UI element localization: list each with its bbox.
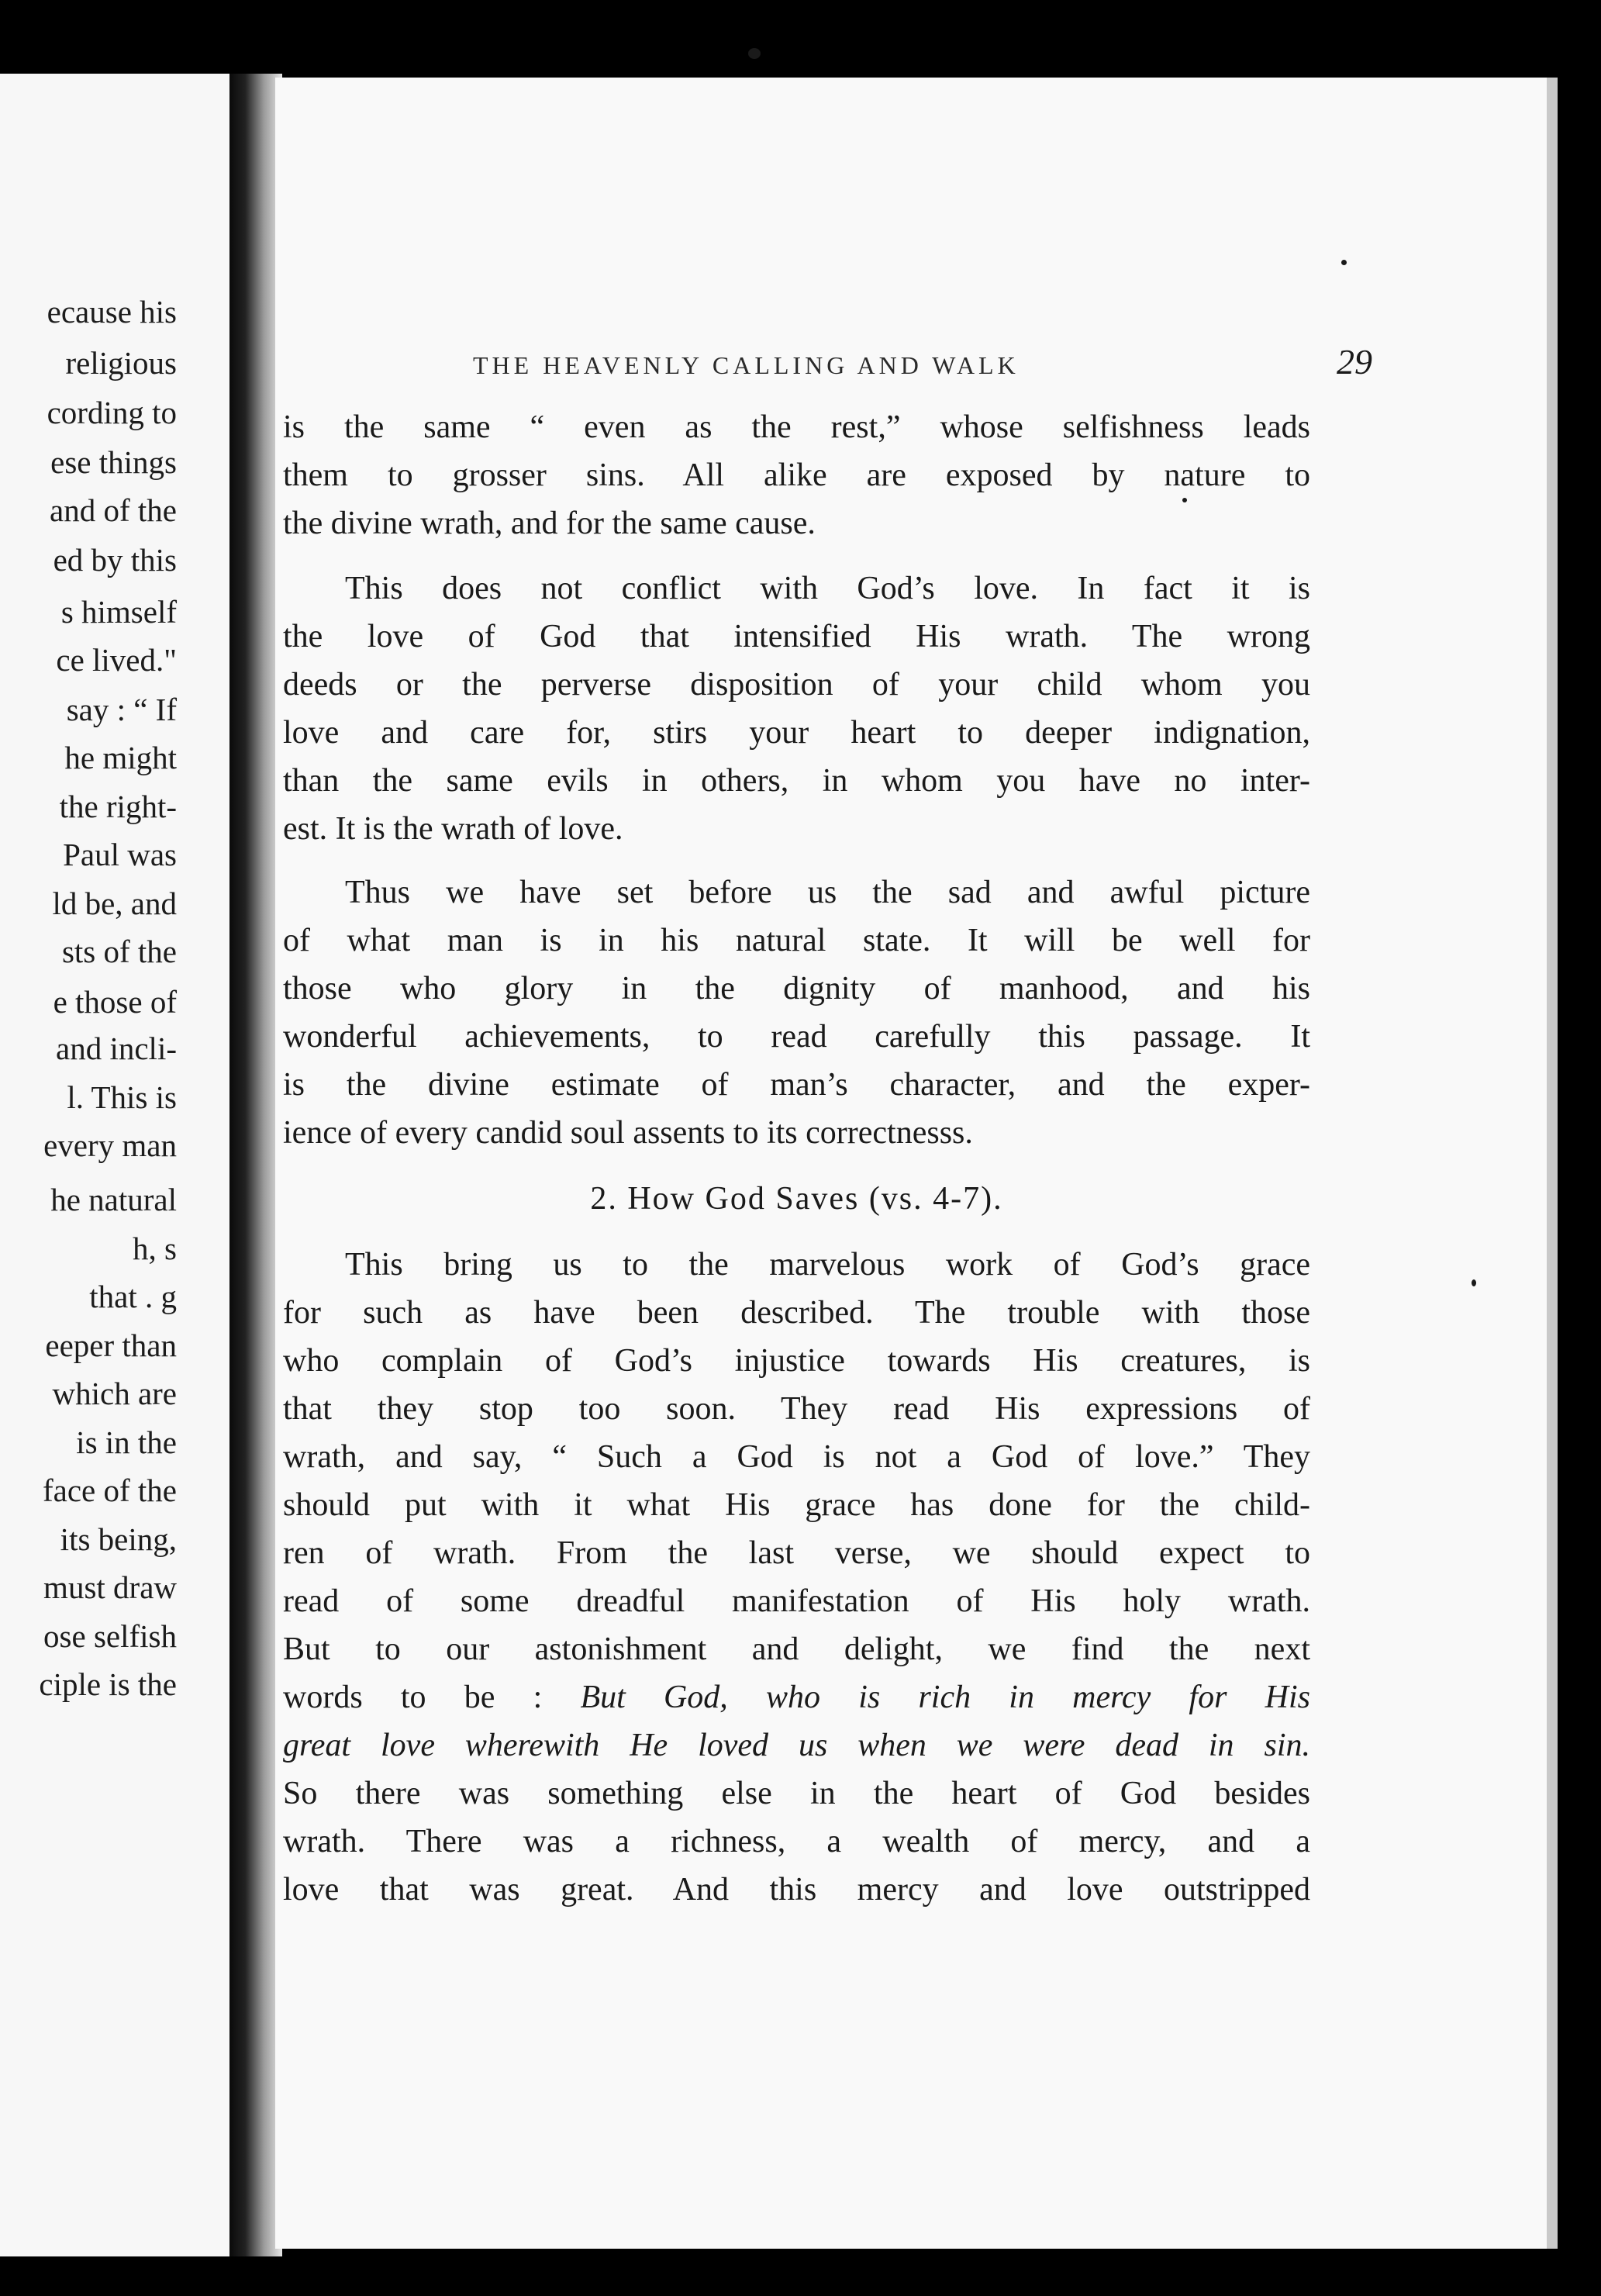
text-line xyxy=(283,499,1310,547)
left-page-line: h, s xyxy=(133,1231,177,1266)
text-line xyxy=(283,1577,1310,1625)
line-text: who complain of God’s injustice towards His creatures, is xyxy=(283,1343,1310,1379)
line-text: for such as have been described. The trouble with those xyxy=(283,1295,1310,1331)
left-page-line: face of the xyxy=(43,1473,177,1508)
left-page-line: ecause his xyxy=(47,294,177,330)
line-text: that they stop too soon. They read His expressions of xyxy=(283,1391,1310,1427)
left-page-line: ose selfish xyxy=(43,1618,177,1654)
left-page-line: ld be, and xyxy=(52,886,177,921)
line-text: should put with it what His grace has done for the child- xyxy=(283,1487,1310,1523)
text-line xyxy=(283,1481,1310,1529)
scan-speck xyxy=(1182,498,1187,502)
right-page xyxy=(275,78,1558,2249)
line-text: those who glory in the dignity of manhood, and his xyxy=(283,971,1310,1006)
left-page-line: must draw xyxy=(43,1569,177,1605)
left-page-line: s himself xyxy=(60,594,177,630)
running-title: THE HEAVENLY CALLING AND WALK xyxy=(473,351,1020,379)
left-page-line: that . g xyxy=(89,1279,177,1314)
line-text: But to our astonishment and delight, we find the next xyxy=(283,1631,1310,1667)
italic-quote: But God, who is rich in mercy for His xyxy=(580,1680,1310,1715)
left-page-line: l. This is xyxy=(67,1079,177,1115)
text-line xyxy=(283,1721,1310,1769)
text-line xyxy=(283,1385,1310,1433)
left-page-line: is in the xyxy=(76,1424,177,1460)
scan-speck xyxy=(1341,260,1347,265)
left-page-line: the right- xyxy=(59,789,177,824)
line-text: ience of every candid soul assents to its correctnesss. xyxy=(283,1115,973,1151)
line-text: wonderful achievements, to read carefully this passage. It xyxy=(283,1019,1310,1055)
left-page-line: ed by this xyxy=(53,542,177,578)
line-text: is the divine estimate of man’s character, and the exper- xyxy=(283,1067,1310,1103)
text-line xyxy=(283,709,1310,757)
line-text: read of some dreadful manifestation of His holy wrath. xyxy=(283,1583,1310,1619)
text-line xyxy=(283,1061,1310,1109)
text-line xyxy=(283,451,1310,499)
line-text: love that was great. And this mercy and love outstripped xyxy=(283,1872,1310,1908)
text-line xyxy=(283,1866,1310,1914)
text-line xyxy=(283,613,1310,661)
left-page-line: e those of xyxy=(53,984,177,1020)
text-line xyxy=(283,805,1310,853)
left-page-line: eeper than xyxy=(45,1328,177,1363)
left-page-line: ce lived." xyxy=(56,642,177,678)
line-text: This bring us to the marvelous work of God’s grace xyxy=(345,1247,1310,1283)
left-page-line: cording to xyxy=(47,395,177,430)
left-page-line: its being, xyxy=(60,1521,177,1557)
line-text: the love of God that intensified His wrath. The wrong xyxy=(283,619,1310,654)
line-text: is the same “ even as the rest,” whose selfishness leads xyxy=(283,409,1310,445)
line-text: wrath, and say, “ Such a God is not a God of love.” They xyxy=(283,1439,1310,1475)
text-line xyxy=(283,1109,1310,1157)
scan-speck xyxy=(1472,1279,1476,1286)
line-text: ren of wrath. From the last verse, we should expect to xyxy=(283,1535,1310,1571)
left-page-line: sts of the xyxy=(61,934,177,969)
line-text: than the same evils in others, in whom you have no inter- xyxy=(283,763,1310,799)
left-page-line: ese things xyxy=(50,444,177,480)
scan-speck xyxy=(748,48,761,59)
line-text: est. It is the wrath of love. xyxy=(283,811,623,847)
text-line xyxy=(283,403,1310,451)
text-line xyxy=(283,1673,1310,1721)
line-text: words to be : xyxy=(283,1680,543,1715)
line-text: of what man is in his natural state. It will be well for xyxy=(283,923,1310,958)
italic-quote: great love wherewith He loved us when we were dead in sin. xyxy=(283,1728,1310,1763)
left-page-line: he natural xyxy=(50,1182,177,1217)
line-text: wrath. There was a richness, a wealth of mercy, and a xyxy=(283,1824,1310,1859)
left-page-line: and of the xyxy=(50,492,177,528)
text-line xyxy=(283,1625,1310,1673)
text-line xyxy=(283,757,1310,805)
left-page-line: he might xyxy=(64,740,177,775)
line-text: Thus we have set before us the sad and awful picture xyxy=(345,875,1310,910)
left-page-line: religious xyxy=(65,345,177,381)
left-page-line: Paul was xyxy=(63,837,177,872)
page-number: 29 xyxy=(1337,342,1372,382)
line-text: them to grosser sins. All alike are exposed by nature to xyxy=(283,457,1310,493)
text-line xyxy=(345,868,1310,917)
text-line xyxy=(283,1289,1310,1337)
line-text: This does not conflict with God’s love. In fact it is xyxy=(345,571,1310,606)
line-text: love and care for, stirs your heart to deeper indignation, xyxy=(283,715,1310,751)
text-line xyxy=(283,1013,1310,1061)
text-line xyxy=(283,1818,1310,1866)
text-line xyxy=(345,565,1310,613)
line-text: deeds or the perverse disposition of your child whom you xyxy=(283,667,1310,703)
left-page-line: say : “ If xyxy=(66,692,177,727)
left-page-line: every man xyxy=(43,1127,177,1163)
line-text: 2. How God Saves (vs. 4-7). xyxy=(590,1181,1003,1217)
running-head xyxy=(473,341,1372,382)
left-page-line: and incli- xyxy=(56,1031,177,1066)
text-line xyxy=(283,1769,1310,1818)
left-page xyxy=(0,74,242,2256)
text-line xyxy=(283,917,1310,965)
text-line xyxy=(283,1337,1310,1385)
text-line xyxy=(283,965,1310,1013)
left-page-line: which are xyxy=(52,1376,177,1411)
text-line xyxy=(345,1241,1310,1289)
section-heading xyxy=(283,1175,1310,1223)
left-page-line: ciple is the xyxy=(39,1666,177,1702)
book-gutter xyxy=(229,74,282,2256)
text-line xyxy=(283,661,1310,709)
text-line xyxy=(283,1433,1310,1481)
text-line xyxy=(283,1529,1310,1577)
line-text: the divine wrath, and for the same cause. xyxy=(283,506,816,541)
line-text: So there was something else in the heart of God besides xyxy=(283,1776,1310,1811)
